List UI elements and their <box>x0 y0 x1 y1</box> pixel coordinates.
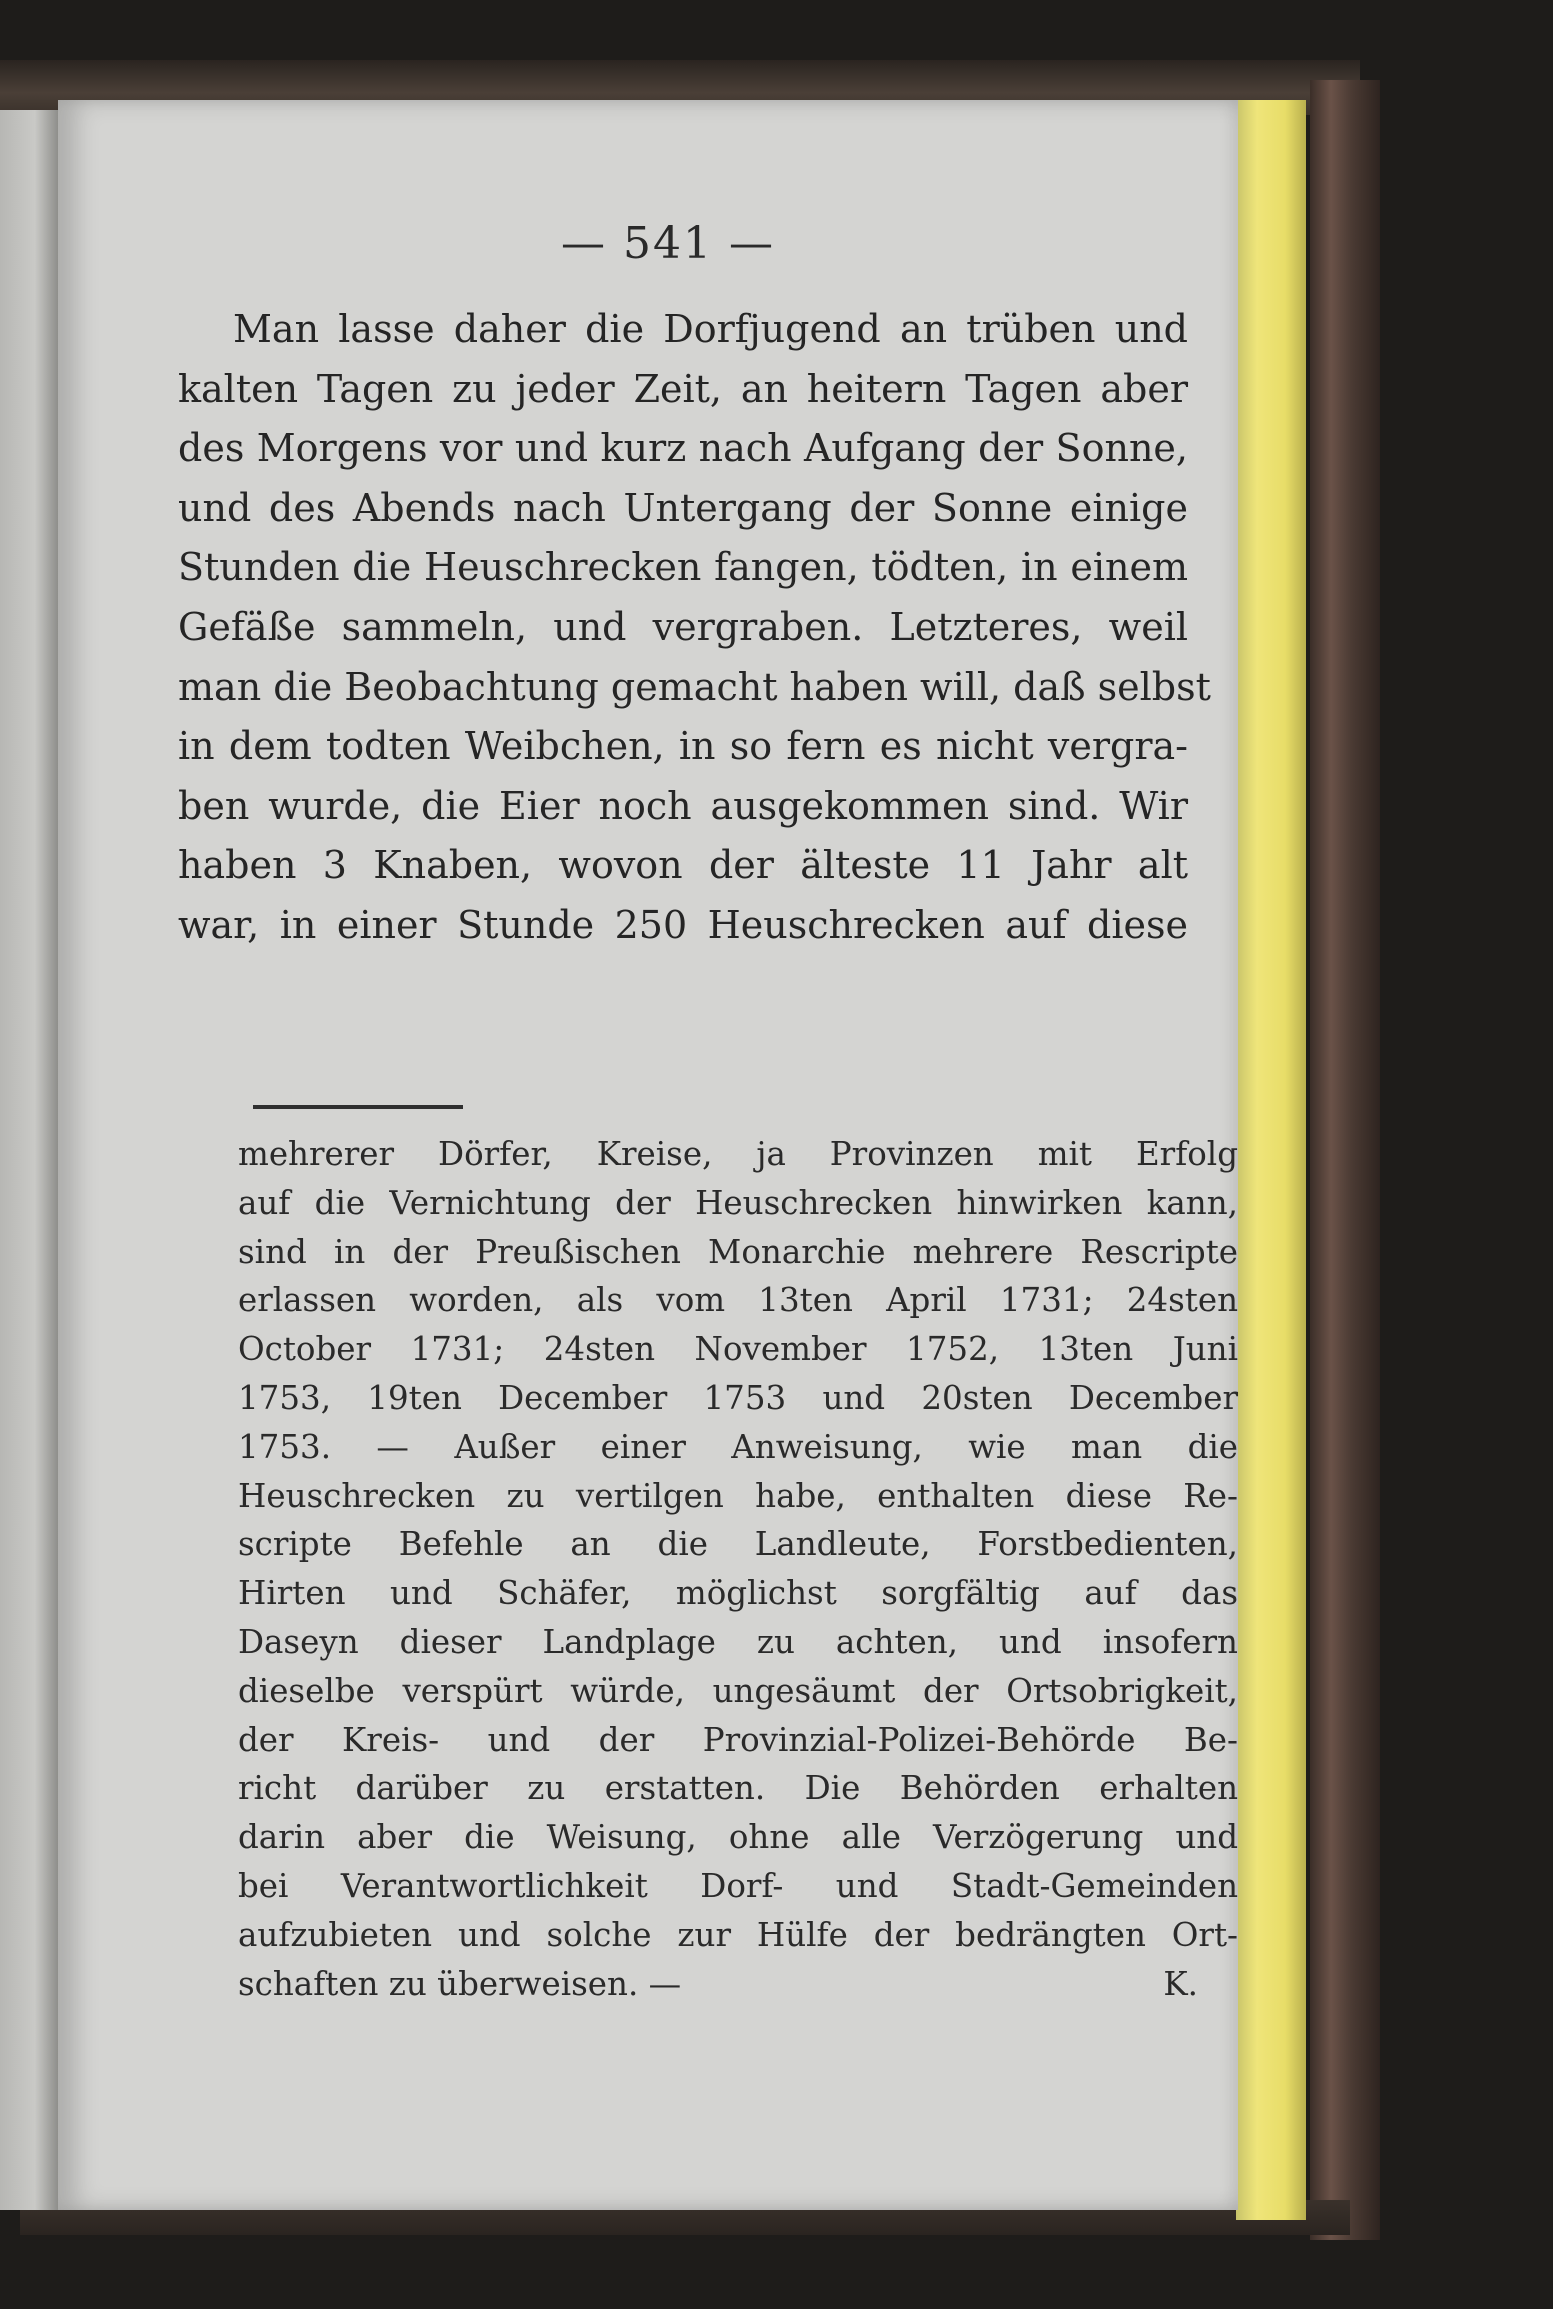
footnote-line: erlassen worden, als vom 13ten April 1731; 24sten <box>238 1281 1238 1320</box>
text-line: kalten Tagen zu jeder Zeit, an heitern Tagen aber <box>178 366 1188 411</box>
page-block-edge <box>1236 100 1306 2220</box>
footnote-line: scripte Befehle an die Landleute, Forstbedienten, <box>238 1525 1238 1564</box>
footnote-line: sind in der Preußischen Monarchie mehrere Rescripte <box>238 1232 1238 1271</box>
book-page <box>58 100 1238 2210</box>
footnote-body <box>238 1130 1238 2008</box>
facing-page-edge <box>0 110 58 2210</box>
footnote-line: 1753. — Außer einer Anweisung, wie man die <box>238 1427 1238 1466</box>
footnote-line: October 1731; 24sten November 1752, 13ten Juni <box>238 1330 1238 1369</box>
footnote-line: Hirten und Schäfer, möglichst sorgfältig auf das <box>238 1574 1238 1613</box>
footnote-separator <box>253 1105 463 1109</box>
footnote-line: der Kreis- und der Provinzial-Polizei-Behörde Be- <box>238 1720 1238 1759</box>
footnote-line: Heuschrecken zu vertilgen habe, enthalten diese Re- <box>238 1476 1238 1515</box>
text-line: Man lasse daher die Dorfjugend an trüben und <box>233 307 1188 351</box>
footnote-line: Daseyn dieser Landplage zu achten, und insofern <box>238 1622 1238 1661</box>
footnote-line: auf die Vernichtung der Heuschrecken hinwirken kann, <box>238 1183 1238 1222</box>
text-line: und des Abends nach Untergang der Sonne einige <box>178 485 1188 530</box>
footnote-line: 1753, 19ten December 1753 und 20sten December <box>238 1378 1238 1417</box>
text-line: Stunden die Heuschrecken fangen, tödten, in einem <box>178 545 1188 590</box>
footnote-line: bei Verantwortlichkeit Dorf- und Stadt-Gemeinden <box>238 1866 1238 1905</box>
text-line: war, in einer Stunde 250 Heuschrecken auf diese <box>178 902 1188 947</box>
text-line: in dem todten Weibchen, in so fern es nicht vergra- <box>178 724 1188 769</box>
text-line: man die Beobachtung gemacht haben will, daß selbst <box>178 664 1211 709</box>
text-line: des Morgens vor und kurz nach Aufgang der Sonne, <box>178 426 1188 471</box>
main-text-body <box>178 300 1211 956</box>
text-line: ben wurde, die Eier noch ausgekommen sind. Wir <box>178 783 1188 828</box>
footnote-line: mehrerer Dörfer, Kreise, ja Provinzen mit Erfolg <box>238 1135 1238 1173</box>
footnote-line: richt darüber zu erstatten. Die Behörden erhalten <box>238 1769 1238 1808</box>
text-line: Gefäße sammeln, und vergraben. Letzteres, weil <box>178 604 1188 649</box>
footnote-line: dieselbe verspürt würde, ungesäumt der Ortsobrigkeit, <box>238 1671 1238 1710</box>
footnote-line: schaften zu überweisen. — K. <box>238 1960 1238 2009</box>
footnote-line: darin aber die Weisung, ohne alle Verzögerung und <box>238 1818 1238 1857</box>
book-cover-spine-edge <box>1310 80 1380 2240</box>
footnote-signature: K. <box>1163 1964 1198 2003</box>
footnote-line: aufzubieten und solche zur Hülfe der bedrängten Ort- <box>238 1915 1238 1954</box>
page-number: — 541 — <box>561 218 775 269</box>
text-line: haben 3 Knaben, wovon der älteste 11 Jahr alt <box>178 843 1188 888</box>
